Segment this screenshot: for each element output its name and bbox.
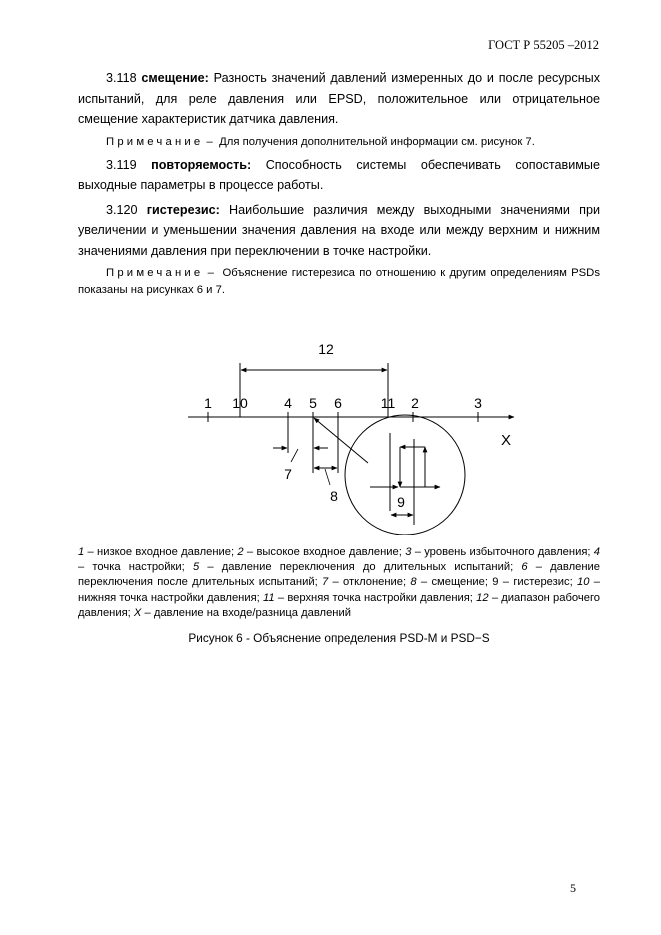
clause-text: Разность значений давлений измеренных до и после ресурсных испытаний, для реле давления или EPSD, положительное или отрицательное смещение характеристик датчика давления.: [78, 71, 600, 126]
range-label: 12: [318, 341, 334, 357]
legend-entry: 1 – низкое входное давление;: [78, 546, 235, 558]
hysteresis-label: 9: [397, 494, 405, 510]
note-dash: –: [206, 135, 213, 148]
deviation-label: 7: [284, 466, 292, 482]
axis-label-11: 11: [380, 395, 396, 411]
note-text: Объяснение гистерезиса по отношению к другим определениям PSDs показаны на рисунках 6 и 7.: [78, 267, 600, 296]
clause-number: 3.120: [106, 202, 138, 217]
document-id: ГОСТ Р 55205 –2012: [488, 38, 599, 52]
axis-label-3: 3: [474, 395, 482, 411]
note-1: [78, 134, 600, 151]
clause-term: гистерезис:: [146, 202, 220, 217]
legend-entry: 12 – диапазон рабочего давления;: [78, 591, 600, 619]
magnifier-circle: [345, 415, 465, 535]
clause-term: смещение:: [141, 71, 209, 85]
clause-number: 3.118: [106, 71, 137, 85]
axis-label-4: 4: [284, 395, 292, 411]
axis-label-5: 5: [309, 395, 317, 411]
clause-3-120: [78, 200, 600, 262]
legend-entry: 2 – высокое входное давление;: [237, 546, 402, 558]
legend-entry: 7 – отклонение;: [321, 576, 407, 589]
clause-term: повторяемость:: [151, 157, 252, 172]
figure-caption: Рисунок 6 - Объяснение определения PSD-M и PSD−S: [188, 631, 490, 645]
legend-entry: 10 – нижняя точка настройки давления;: [78, 576, 600, 604]
note-text: Для получения дополнительной информации см. рисунок 7.: [219, 135, 535, 148]
axis-label-1: 1: [204, 395, 212, 411]
legend-entry: 8 – смещение;: [410, 576, 489, 589]
x-axis-label: X: [500, 432, 512, 449]
axis-label-2: 2: [411, 395, 419, 411]
note-label: Примечание: [106, 267, 204, 279]
clause-3-118: [78, 68, 600, 130]
legend-entry: 6 – давление переключения после длительных испытаний;: [78, 561, 600, 589]
legend-entry: 11 – верхняя точка настройки давления;: [263, 591, 473, 604]
axis-label-6: 6: [334, 395, 342, 411]
legend-entry: 9 – гистерезис;: [492, 576, 573, 589]
note-2: [78, 265, 600, 299]
figure-6-diagram: [180, 335, 520, 535]
clause-text: Наибольшие различия между выходными значениями при увеличении и уменьшении значения давления на входе или между верхним и нижним значениями давления при переключении в точке настройки.: [78, 202, 601, 258]
clause-number: 3.119: [106, 157, 137, 172]
page-number: 5: [570, 881, 576, 895]
legend-entry: 4 – точка настройки;: [78, 546, 601, 574]
legend-entry: 3 – уровень избыточного давления;: [405, 546, 591, 558]
clause-3-119: [78, 155, 600, 196]
note-label: Примечание: [106, 135, 204, 148]
note-dash: –: [207, 267, 214, 279]
axis-label-10: 10: [232, 395, 248, 411]
clause-text: Способность системы обеспечивать сопоставимые выходные параметры в процессе работы.: [78, 157, 600, 192]
offset-label: 8: [330, 488, 338, 504]
legend-entry: 5 – давление переключения до длительных испытаний;: [192, 561, 514, 574]
figure-legend: [78, 545, 600, 621]
main-text: [78, 68, 600, 303]
legend-entry: X – давление на входе/разница давлений: [133, 606, 351, 619]
